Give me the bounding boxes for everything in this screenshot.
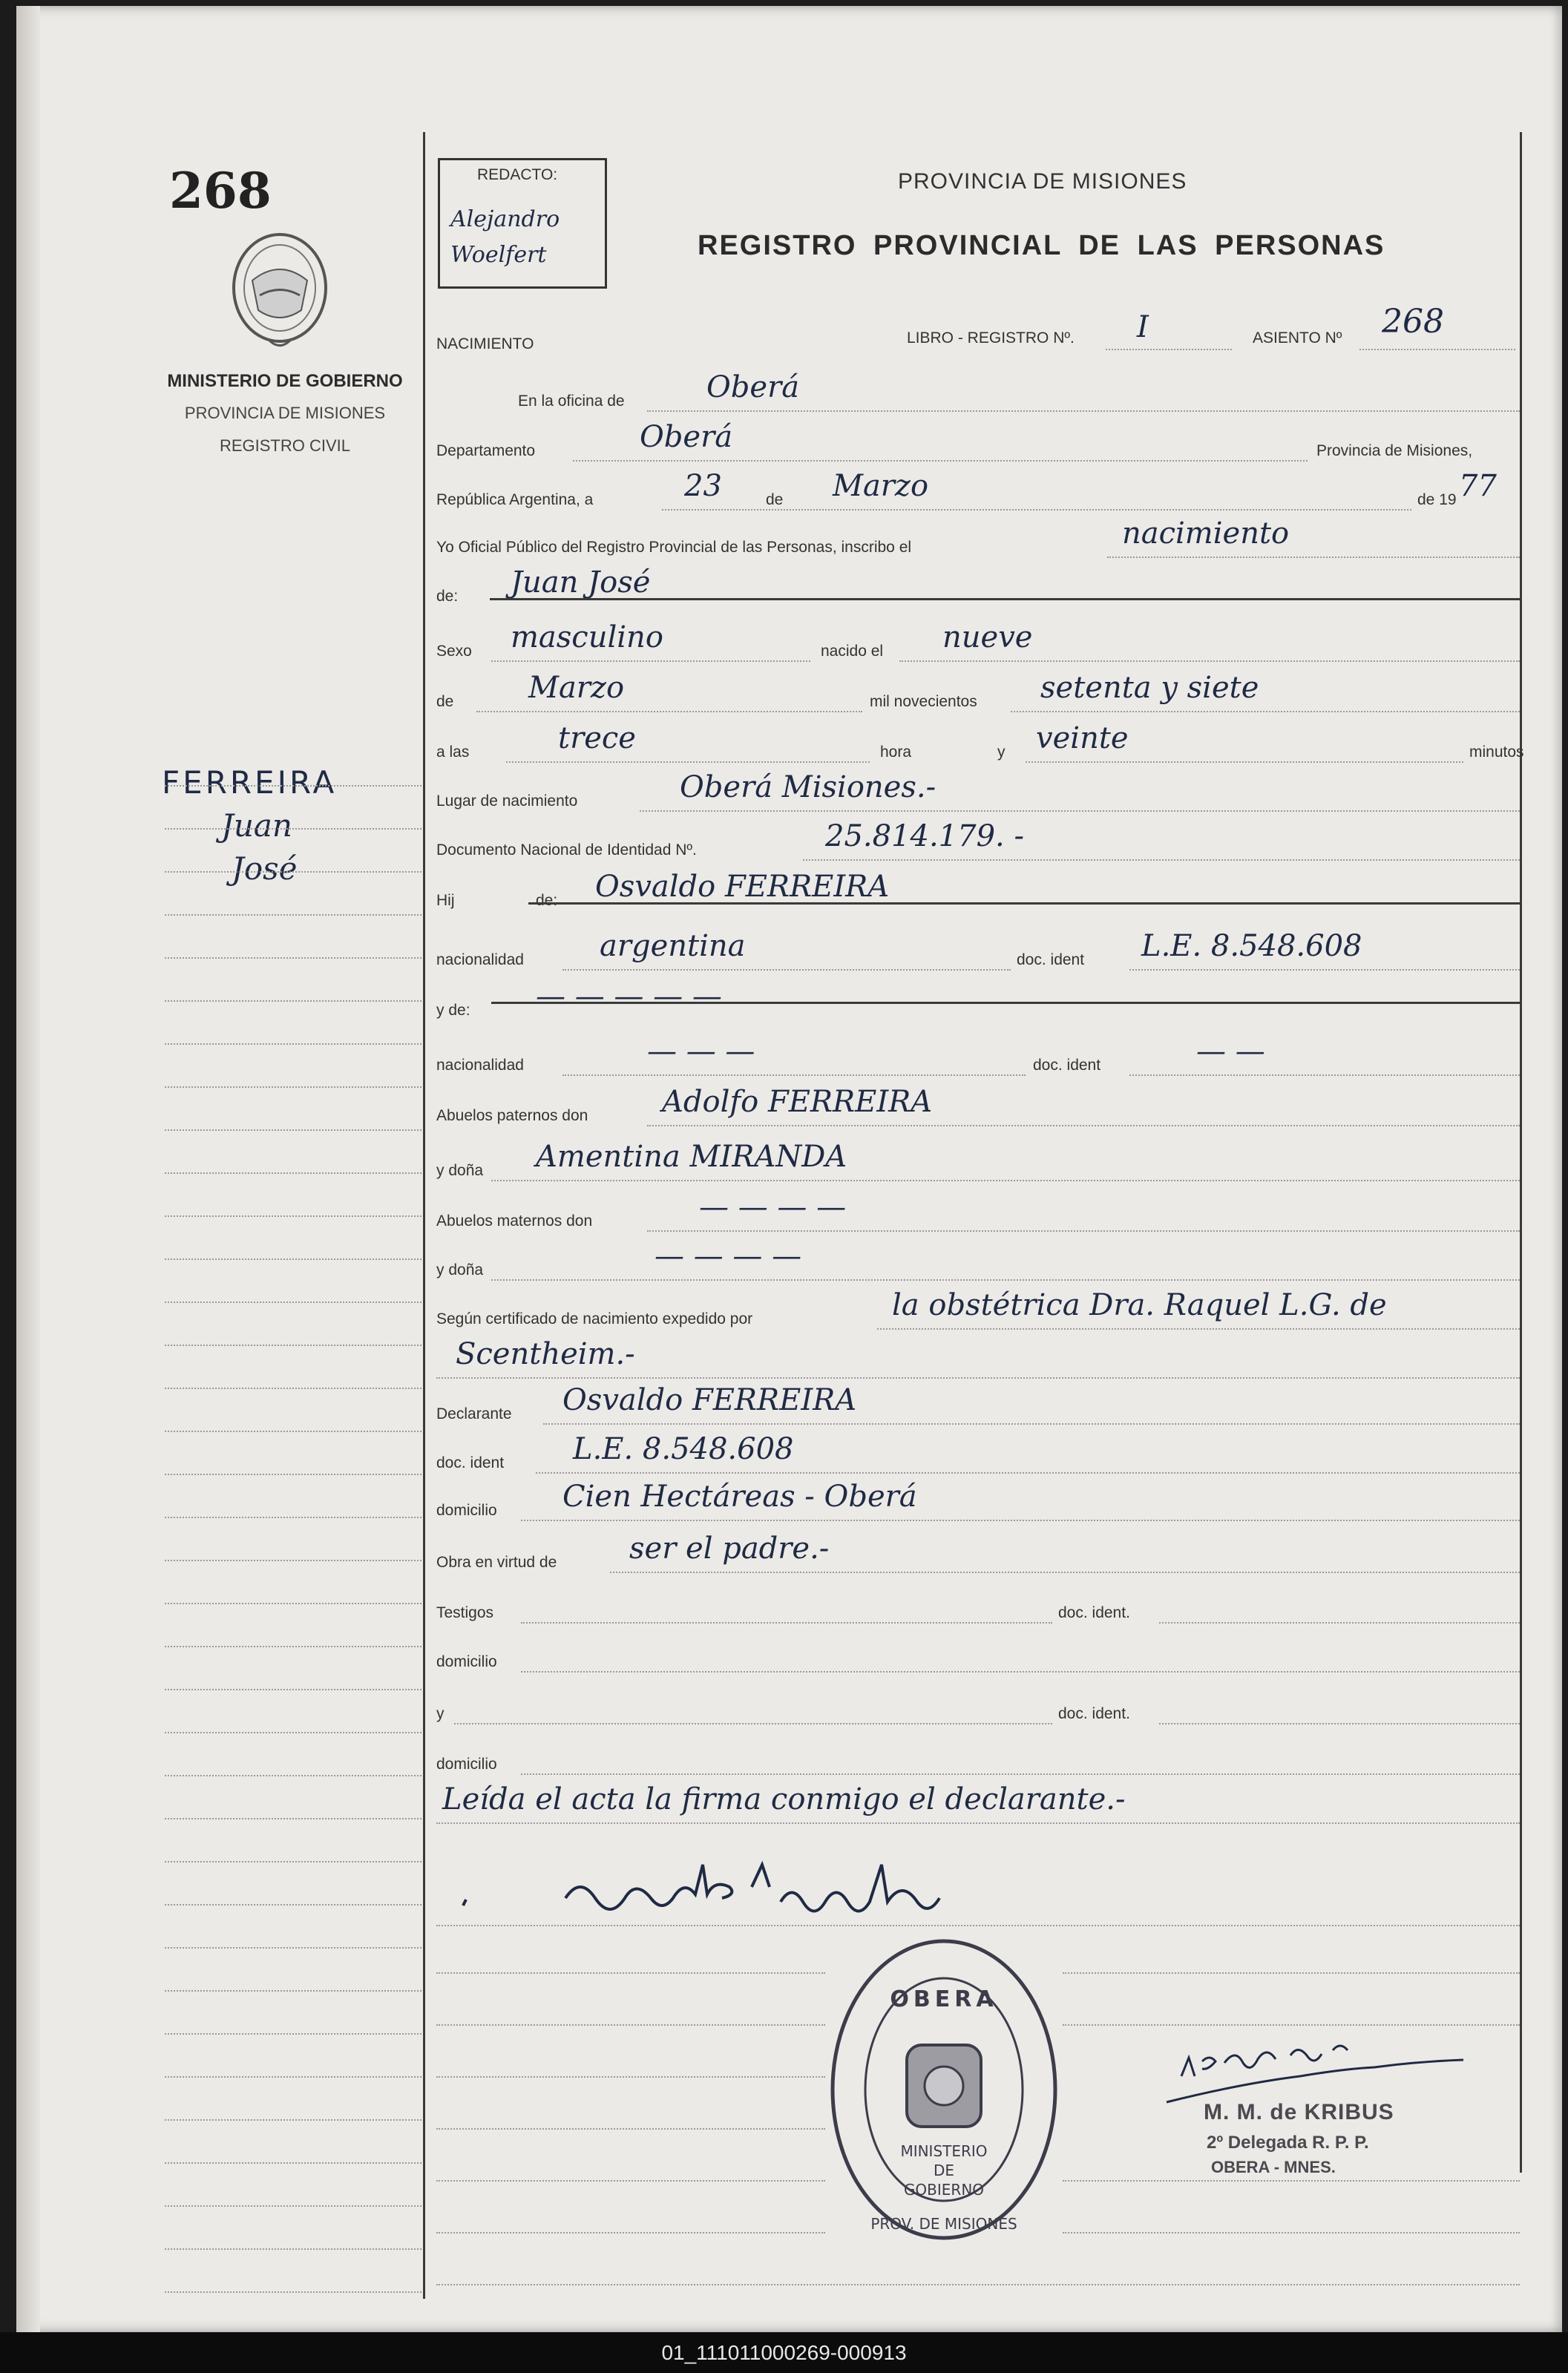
dotted-fill-line [562, 969, 1011, 971]
sexo-label: Sexo [436, 643, 472, 660]
segun-value2: Scentheim.- [456, 1337, 635, 1371]
dotted-fill-line [436, 2076, 825, 2078]
seal-inner-3: GOBIERNO [903, 2181, 985, 2199]
segun-value: la obstétrica Dra. Raquel L.G. de [892, 1288, 1387, 1322]
margin-line [165, 1689, 424, 1690]
docident4-label: doc. ident. [1058, 1604, 1130, 1621]
departamento-value: Oberá [640, 420, 733, 454]
margin-line [165, 1646, 424, 1647]
registry-title: REGISTRO PROVINCIAL DE LAS PERSONAS [698, 230, 1385, 261]
redacto-name-2: Woelfert [450, 242, 547, 268]
margin-line [165, 2119, 424, 2121]
father-underline [528, 902, 1520, 905]
asiento-value: 268 [1382, 303, 1444, 341]
margin-line [165, 1861, 424, 1862]
dotted-fill-line [1063, 1972, 1520, 1974]
asiento-label: ASIENTO Nº [1253, 329, 1342, 347]
margin-surname: FERREIRA [162, 764, 338, 801]
dotted-fill-line [647, 410, 1520, 412]
seal-inner-2: DE [933, 2162, 955, 2179]
dotted-fill-line [562, 1074, 1026, 1076]
margin-line [165, 1431, 424, 1432]
official-name: M. M. de KRIBUS [1204, 2100, 1394, 2124]
dotted-fill-line [662, 509, 1411, 511]
nacido-label: nacido el [821, 643, 884, 660]
docident1-value: L.E. 8.548.608 [1141, 929, 1362, 963]
domicilio3-label: domicilio [436, 1756, 497, 1773]
dni-value: 25.814.179. - [825, 819, 1024, 853]
de2-label: de [436, 693, 454, 710]
nac1-value: argentina [600, 929, 746, 963]
name-underline [490, 598, 1520, 600]
anio2-value: setenta y siete [1040, 671, 1259, 705]
margin-line [165, 1172, 424, 1174]
dotted-fill-line [521, 1773, 1520, 1775]
official-place: OBERA - MNES. [1211, 2158, 1336, 2176]
dotted-fill-line [506, 761, 870, 763]
dotted-fill-line [454, 1723, 1052, 1724]
dotted-fill-line [877, 1328, 1520, 1330]
margin-line [165, 828, 424, 830]
redacto-label: REDACTO: [477, 166, 558, 183]
declarant-signature [454, 1846, 1018, 1928]
province-heading: PROVINCIA DE MISIONES [898, 169, 1187, 194]
margin-line [165, 1129, 424, 1131]
margin-line [165, 1474, 424, 1475]
dia-value: 23 [684, 469, 722, 503]
republica-label: República Argentina, a [436, 491, 594, 508]
dotted-fill-line [1011, 711, 1520, 712]
abpat-value: Adolfo FERREIRA [662, 1085, 933, 1119]
binding-spine [16, 6, 40, 2332]
libro-value: I [1137, 310, 1149, 344]
margin-line [165, 1560, 424, 1561]
padre-value: Osvaldo FERREIRA [595, 870, 890, 904]
nombre-value: Juan José [511, 565, 651, 600]
mother-underline [491, 1002, 1520, 1004]
declarante-label: Declarante [436, 1405, 512, 1422]
oficina-value: Oberá [706, 370, 800, 404]
dotted-fill-line [436, 2284, 1520, 2285]
dotted-fill-line [536, 1472, 1520, 1474]
y-label: y [997, 744, 1006, 761]
minutos-label: minutos [1469, 744, 1524, 761]
de-label: de [766, 491, 784, 508]
margin-line [165, 1388, 424, 1389]
left-frame-line [423, 132, 425, 2299]
dotted-fill-line [491, 660, 810, 662]
margin-line [165, 1775, 424, 1776]
provincial-crest-icon [224, 229, 335, 355]
margin-line [165, 2205, 424, 2207]
dotted-fill-line [521, 1671, 1520, 1673]
dotted-fill-line [476, 711, 862, 712]
margin-line [165, 1947, 424, 1949]
seal-bottom-text: PROV. DE MISIONES [870, 2215, 1017, 2233]
official-title: 2º Delegada R. P. P. [1207, 2133, 1369, 2153]
margin-line [165, 1517, 424, 1518]
margin-line [165, 1258, 424, 1260]
provincia-label: Provincia de Misiones, [1316, 442, 1473, 459]
margin-line [165, 1345, 424, 1346]
page-number: 268 [169, 162, 272, 220]
dotted-fill-line [1159, 1622, 1520, 1624]
nac1-label: nacionalidad [436, 951, 524, 968]
minutos-value: veinte [1036, 721, 1129, 755]
dotted-fill-line [640, 810, 1520, 812]
alas-value: trece [558, 721, 636, 755]
docident5-label: doc. ident. [1058, 1705, 1130, 1722]
dotted-fill-line [491, 1180, 1520, 1181]
y2-label: y [436, 1705, 445, 1722]
redacto-box [438, 158, 607, 289]
domicilio2-label: domicilio [436, 1653, 497, 1670]
de19-label: de 19 [1417, 491, 1457, 508]
dotted-fill-line [436, 2024, 825, 2026]
official-seal-stamp [825, 1934, 1063, 2245]
dotted-fill-line [1063, 2232, 1520, 2233]
register-page [16, 6, 1562, 2332]
dotted-fill-line [436, 1972, 825, 1974]
dotted-fill-line [436, 1822, 1520, 1824]
yde-value: — — — — — [536, 979, 722, 1014]
abpat-label: Abuelos paternos don [436, 1107, 588, 1124]
dotted-fill-line [521, 1622, 1052, 1624]
dotted-fill-line [1107, 557, 1520, 558]
dotted-fill-line [1063, 2024, 1520, 2026]
margin-line [165, 1818, 424, 1819]
docident2-label: doc. ident [1033, 1057, 1101, 1074]
de-nombre-label: de: [436, 588, 459, 605]
segun-label: Según certificado de nacimiento expedido por [436, 1310, 753, 1327]
dotted-fill-line [803, 859, 1520, 861]
departamento-label: Departamento [436, 442, 536, 459]
inscribo-value: nacimiento [1122, 516, 1290, 551]
alas-label: a las [436, 744, 470, 761]
lugar-value: Oberá Misiones.- [680, 770, 936, 804]
margin-line [165, 957, 424, 959]
margin-line [165, 2033, 424, 2035]
dotted-fill-line [610, 1572, 1520, 1573]
margin-line [165, 1086, 424, 1088]
dotted-fill-line [647, 1125, 1520, 1126]
docident1-label: doc. ident [1017, 951, 1085, 968]
docident3-value: L.E. 8.548.608 [573, 1432, 794, 1466]
mil-label: mil novecientos [870, 693, 977, 710]
lugar-label: Lugar de nacimiento [436, 792, 578, 810]
dotted-fill-line [543, 1423, 1520, 1425]
ydona1-label: y doña [436, 1162, 484, 1179]
abmat-value: — — — — [699, 1190, 847, 1224]
yo-oficial-label: Yo Oficial Público del Registro Provincial de las Personas, inscribo el [436, 539, 912, 556]
margin-line [165, 2248, 424, 2250]
anio-value: 77 [1459, 469, 1497, 503]
docident2-value: — — [1196, 1034, 1265, 1069]
margin-line [165, 1732, 424, 1733]
redacto-name-1: Alejandro [450, 206, 560, 232]
mes-value: Marzo [833, 469, 929, 503]
dotted-fill-line [1026, 761, 1463, 763]
margin-line [165, 785, 424, 787]
ydona2-value: — — — — [655, 1239, 802, 1273]
domicilio-label: domicilio [436, 1502, 497, 1519]
obra-value: ser el padre.- [629, 1532, 830, 1566]
libro-label: LIBRO - REGISTRO Nº. [907, 329, 1075, 347]
ministry-registry: REGISTRO CIVIL [219, 436, 351, 455]
oficina-label: En la oficina de [518, 393, 625, 410]
yde-label: y de: [436, 1002, 470, 1019]
dotted-fill-line [1063, 2180, 1520, 2182]
margin-line [165, 1990, 424, 1992]
ministry-province: PROVINCIA DE MISIONES [184, 404, 386, 422]
margin-line [165, 1904, 424, 1906]
leida-value: Leída el acta la firma conmigo el declarante.- [442, 1782, 1126, 1816]
sexo-value: masculino [511, 620, 663, 654]
dotted-fill-line [491, 1279, 1520, 1281]
margin-line [165, 2076, 424, 2078]
dotted-fill-line [436, 2232, 825, 2233]
margin-given-name-1: Juan [221, 807, 292, 844]
seal-inner-1: MINISTERIO [900, 2142, 988, 2160]
dotted-fill-line [1159, 1723, 1520, 1724]
ministry-name: MINISTERIO DE GOBIERNO [167, 371, 403, 391]
docident3-label: doc. ident [436, 1454, 505, 1471]
margin-line [165, 871, 424, 873]
nac2-label: nacionalidad [436, 1057, 524, 1074]
dni-label: Documento Nacional de Identidad Nº. [436, 841, 697, 859]
nacido-value: nueve [942, 620, 1033, 654]
dotted-fill-line [436, 2180, 825, 2182]
dotted-fill-line [436, 1377, 1520, 1379]
abmat-label: Abuelos maternos don [436, 1212, 593, 1230]
hijo-label: Hij [436, 892, 455, 909]
footer-image-code: 01_111011000269-000913 [0, 2332, 1568, 2373]
dotted-fill-line [521, 1520, 1520, 1521]
nac2-value: — — — [647, 1034, 755, 1069]
dotted-fill-line [436, 2128, 825, 2130]
dotted-fill-line [899, 660, 1520, 662]
dotted-fill-line [573, 460, 1308, 462]
margin-line [165, 914, 424, 916]
margin-line [165, 1603, 424, 1604]
hijo-de-label: de: [536, 892, 558, 909]
ydona1-value: Amentina MIRANDA [536, 1140, 847, 1174]
testigos-label: Testigos [436, 1604, 494, 1621]
act-type: NACIMIENTO [436, 335, 534, 352]
obra-label: Obra en virtud de [436, 1554, 557, 1571]
domicilio-value: Cien Hectáreas - Oberá [562, 1480, 917, 1514]
margin-line [165, 2291, 424, 2293]
margin-line [165, 1000, 424, 1002]
margin-line [165, 2162, 424, 2164]
margin-line [165, 1215, 424, 1217]
dotted-fill-line [647, 1230, 1520, 1232]
right-frame-line [1520, 132, 1522, 2173]
seal-top-text: OBERA [890, 1986, 998, 2012]
margin-line [165, 1043, 424, 1045]
margin-line [165, 1302, 424, 1303]
hora-label: hora [880, 744, 912, 761]
ydona2-label: y doña [436, 1261, 484, 1279]
dotted-fill-line [1129, 1074, 1520, 1076]
mes2-value: Marzo [528, 671, 625, 705]
declarante-value: Osvaldo FERREIRA [562, 1383, 857, 1417]
margin-given-name-2: José [232, 850, 298, 887]
dotted-fill-line [1129, 969, 1520, 971]
